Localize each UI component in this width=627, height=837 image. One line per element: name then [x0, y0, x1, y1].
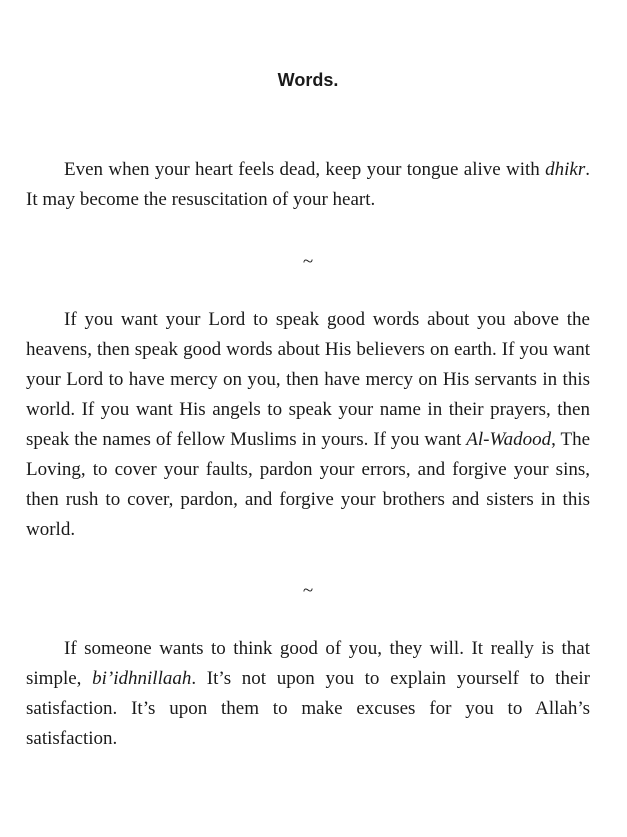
- italic-term: dhikr: [545, 159, 586, 180]
- section-separator: ~: [302, 251, 314, 272]
- paragraph-good-words: [26, 305, 590, 545]
- paragraph-text: If someone wants to think good of you, they will. It really is that simple,: [26, 638, 590, 689]
- paragraph-text: If you want your Lord to speak good words about you above the heavens, then speak good words about His believers on earth. If you want your Lord to have mercy on you, then have mercy on His servants in this world. If you want His angels to speak your name in their prayers, then speak the names of fellow Muslims in yours. If you want: [26, 309, 590, 450]
- paragraph-think-good: [26, 634, 590, 754]
- paragraph-text: . It may become the resuscitation of your heart.: [26, 159, 590, 210]
- paragraph-text: . It’s not upon you to explain yourself to their satisfaction. It’s upon them to make excuses for you to Allah’s satisfaction.: [26, 668, 590, 749]
- paragraph-text: , The Loving, to cover your faults, pardon your errors, and forgive your sins, then rush to cover, pardon, and forgive your brothers and sisters in this world.: [26, 429, 590, 540]
- paragraph-dhikr: [26, 155, 590, 215]
- paragraph-text: Even when your heart feels dead, keep your tongue alive with: [64, 159, 546, 180]
- section-separator: ~: [302, 580, 314, 601]
- chapter-title: Words.: [277, 70, 339, 90]
- italic-term: Al-Wadood: [466, 429, 552, 450]
- italic-term: bi’idhnillaah: [92, 668, 192, 689]
